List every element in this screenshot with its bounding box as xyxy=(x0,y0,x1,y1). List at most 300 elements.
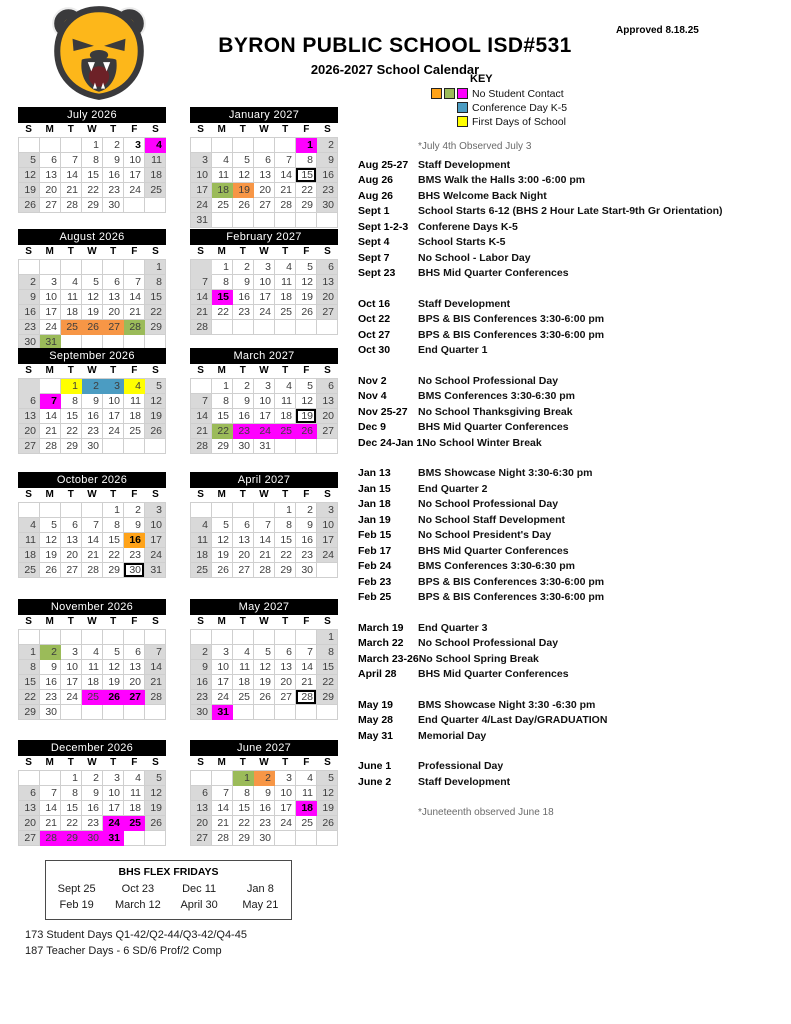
day-cell: 31 xyxy=(212,705,233,720)
day-cell: 17 xyxy=(317,533,338,548)
day-cell: 26 xyxy=(254,690,275,705)
day-cell: 5 xyxy=(212,518,233,533)
event-text: BHS Mid Quarter Conferences xyxy=(418,668,569,681)
day-cell: 12 xyxy=(212,533,233,548)
day-cell: 12 xyxy=(40,533,61,548)
day-cell: 19 xyxy=(145,409,166,424)
event-date: June 2 xyxy=(358,775,392,788)
blank-cell xyxy=(233,138,254,153)
weekday-label: S xyxy=(152,757,159,768)
day-cell: 27 xyxy=(317,424,338,439)
day-cell: 5 xyxy=(145,771,166,786)
blank-cell xyxy=(254,138,275,153)
blank-cell xyxy=(82,705,103,720)
day-cell: 17 xyxy=(212,675,233,690)
event-text: No School Thanksgiving Break xyxy=(418,405,573,418)
day-cell: 2 xyxy=(191,645,212,660)
day-cell: 30 xyxy=(82,831,103,846)
day-cell: 27 xyxy=(40,198,61,213)
blank-cell xyxy=(61,138,82,153)
day-cell: 3 xyxy=(212,645,233,660)
day-cell: 6 xyxy=(61,518,82,533)
blank-cell xyxy=(317,320,338,335)
month-calendar xyxy=(190,348,338,454)
day-cell: 7 xyxy=(145,645,166,660)
month-calendar xyxy=(190,599,338,720)
day-cell: 21 xyxy=(212,816,233,831)
day-cell: 29 xyxy=(275,563,296,578)
weekday-label: M xyxy=(45,365,54,376)
day-cell: 20 xyxy=(40,183,61,198)
day-cell: 1 xyxy=(296,138,317,153)
day-cell: 20 xyxy=(61,548,82,563)
day-cell: 14 xyxy=(40,409,61,424)
day-cell: 24 xyxy=(103,816,124,831)
weekday-label: F xyxy=(303,124,310,135)
event-date: Sept 7 xyxy=(358,251,390,264)
bear-mascot-logo-icon xyxy=(44,2,154,104)
event-row xyxy=(358,481,783,497)
blank-cell xyxy=(275,630,296,645)
day-cell: 28 xyxy=(296,690,317,705)
event-group xyxy=(358,466,783,606)
day-cell: 12 xyxy=(103,660,124,675)
day-cell: 17 xyxy=(191,183,212,198)
day-cell: 23 xyxy=(82,816,103,831)
day-cell: 31 xyxy=(40,335,61,350)
day-cell: 3 xyxy=(275,771,296,786)
weekday-label: W xyxy=(87,757,97,768)
day-cell: 1 xyxy=(317,630,338,645)
day-cell: 17 xyxy=(124,168,145,183)
month-calendar xyxy=(190,229,338,335)
day-cell: 27 xyxy=(19,831,40,846)
event-date: Oct 30 xyxy=(358,344,391,357)
weekday-label: M xyxy=(45,757,54,768)
event-row xyxy=(358,188,783,204)
key-title: KEY xyxy=(470,73,493,85)
event-row xyxy=(358,543,783,559)
day-cell: 16 xyxy=(82,801,103,816)
blank-cell xyxy=(145,198,166,213)
day-cell: 13 xyxy=(19,801,40,816)
green-swatch-icon xyxy=(444,88,455,99)
day-cell: 12 xyxy=(254,660,275,675)
day-cell: 30 xyxy=(40,705,61,720)
weekday-label: T xyxy=(282,757,289,768)
blank-cell xyxy=(296,831,317,846)
event-text: Conferene Days K-5 xyxy=(418,220,518,233)
key-label: No Student Contact xyxy=(472,87,564,100)
day-cell: 24 xyxy=(191,198,212,213)
day-cell: 2 xyxy=(82,771,103,786)
event-date: April 28 xyxy=(358,668,397,681)
blank-cell xyxy=(275,320,296,335)
day-cell: 28 xyxy=(275,198,296,213)
day-cell: 19 xyxy=(82,305,103,320)
weekday-label: S xyxy=(197,124,204,135)
day-cell: 14 xyxy=(40,801,61,816)
blank-cell xyxy=(317,705,338,720)
day-cell: 2 xyxy=(296,503,317,518)
weekday-label: S xyxy=(324,365,331,376)
day-cell: 5 xyxy=(296,260,317,275)
weekday-label: M xyxy=(45,489,54,500)
day-cell: 6 xyxy=(233,518,254,533)
blank-cell xyxy=(124,630,145,645)
blank-cell xyxy=(40,630,61,645)
day-cell: 23 xyxy=(124,548,145,563)
blank-cell xyxy=(61,705,82,720)
blank-cell xyxy=(145,705,166,720)
blank-cell xyxy=(296,439,317,454)
event-row xyxy=(358,157,783,173)
day-cell: 10 xyxy=(254,394,275,409)
event-date: Jan 19 xyxy=(358,513,391,526)
day-cell: 7 xyxy=(82,518,103,533)
event-text: BMS Conferences 3:30-6:30 pm xyxy=(418,390,575,403)
month-calendar xyxy=(18,740,166,846)
day-cell: 30 xyxy=(19,335,40,350)
weekday-label: S xyxy=(152,616,159,627)
blank-cell xyxy=(19,379,40,394)
blank-cell xyxy=(191,771,212,786)
header xyxy=(150,34,640,77)
event-row xyxy=(358,636,783,652)
day-cell: 3 xyxy=(254,260,275,275)
weekday-label: W xyxy=(259,124,269,135)
day-cell: 20 xyxy=(124,675,145,690)
day-cell: 2 xyxy=(233,379,254,394)
event-text: BMS Conferences 3:30-6:30 pm xyxy=(418,560,575,573)
day-cell: 22 xyxy=(61,424,82,439)
day-cell: 15 xyxy=(317,660,338,675)
day-cell: 7 xyxy=(124,275,145,290)
day-cell: 25 xyxy=(275,424,296,439)
blank-cell xyxy=(254,320,275,335)
event-row xyxy=(358,528,783,544)
day-cell: 3 xyxy=(317,503,338,518)
event-date: March 23-26 xyxy=(358,652,419,665)
day-cell: 14 xyxy=(145,660,166,675)
day-cell: 8 xyxy=(212,394,233,409)
day-cell: 25 xyxy=(296,816,317,831)
day-cell: 16 xyxy=(82,409,103,424)
blank-cell xyxy=(103,705,124,720)
orange-bright-swatch-icon xyxy=(431,88,442,99)
month-title: November 2026 xyxy=(18,599,166,615)
day-cell: 22 xyxy=(145,305,166,320)
event-date: March 19 xyxy=(358,621,404,634)
event-date: Feb 25 xyxy=(358,591,392,604)
blank-cell xyxy=(19,138,40,153)
event-row xyxy=(358,235,783,251)
day-cell: 28 xyxy=(61,198,82,213)
day-cell: 11 xyxy=(275,275,296,290)
weekday-label: T xyxy=(67,616,74,627)
day-cell: 11 xyxy=(145,153,166,168)
event-text: No School Spring Break xyxy=(418,652,539,665)
flex-friday-date: Jan 8 xyxy=(246,883,274,895)
blank-cell xyxy=(296,320,317,335)
weekday-label: M xyxy=(45,124,54,135)
day-cell: 21 xyxy=(191,424,212,439)
day-cell: 6 xyxy=(191,786,212,801)
day-cell: 15 xyxy=(145,290,166,305)
weekday-label: T xyxy=(110,246,117,257)
event-text: BMS Walk the Halls 3:00 -6:00 pm xyxy=(418,174,586,187)
weekday-label: T xyxy=(239,616,246,627)
day-cell: 3 xyxy=(191,153,212,168)
day-cell: 14 xyxy=(124,290,145,305)
day-cell: 4 xyxy=(61,275,82,290)
event-text: BHS Mid Quarter Conferences xyxy=(418,421,569,434)
day-cell: 10 xyxy=(124,153,145,168)
day-cell: 6 xyxy=(317,260,338,275)
day-cell: 15 xyxy=(212,290,233,305)
day-cell: 30 xyxy=(254,831,275,846)
event-date: March 22 xyxy=(358,637,404,650)
event-date: Dec 24-Jan 1 xyxy=(358,436,423,449)
event-row xyxy=(358,466,783,482)
blank-cell xyxy=(191,260,212,275)
day-cell: 7 xyxy=(296,645,317,660)
flex-friday-date: Sept 25 xyxy=(57,883,96,895)
day-cell: 4 xyxy=(275,260,296,275)
day-cell: 8 xyxy=(212,275,233,290)
day-cell: 27 xyxy=(275,690,296,705)
blank-cell xyxy=(233,630,254,645)
blank-cell xyxy=(275,439,296,454)
event-text: School Starts K-5 xyxy=(418,236,506,249)
event-text: BPS & BIS Conferences 3:30-6:00 pm xyxy=(418,328,605,341)
event-text: Staff Development xyxy=(418,775,511,788)
day-cell: 13 xyxy=(103,290,124,305)
event-group xyxy=(358,373,783,451)
day-cell: 28 xyxy=(145,690,166,705)
events-list xyxy=(358,141,783,823)
day-cell: 23 xyxy=(296,548,317,563)
day-cell: 8 xyxy=(61,394,82,409)
blank-cell xyxy=(40,138,61,153)
key-entry xyxy=(428,115,567,128)
day-cell: 25 xyxy=(124,816,145,831)
blank-cell xyxy=(254,503,275,518)
day-cell: 11 xyxy=(124,394,145,409)
day-cell: 9 xyxy=(103,153,124,168)
event-text: End Quarter 2 xyxy=(418,482,488,495)
event-date: Feb 23 xyxy=(358,575,392,588)
blank-cell xyxy=(103,439,124,454)
day-cell: 15 xyxy=(61,801,82,816)
day-cell: 8 xyxy=(61,786,82,801)
event-date: Nov 2 xyxy=(358,374,387,387)
day-cell: 8 xyxy=(317,645,338,660)
weekday-label: T xyxy=(110,365,117,376)
day-cell: 18 xyxy=(61,305,82,320)
day-cell: 3 xyxy=(145,503,166,518)
day-cell: 17 xyxy=(254,409,275,424)
weekday-label: W xyxy=(259,616,269,627)
blank-cell xyxy=(145,630,166,645)
blank-cell xyxy=(275,213,296,228)
day-cell: 13 xyxy=(317,394,338,409)
blank-cell xyxy=(254,213,275,228)
day-cell: 18 xyxy=(124,801,145,816)
day-cell: 21 xyxy=(61,183,82,198)
month-title: May 2027 xyxy=(190,599,338,615)
weekday-label: F xyxy=(303,246,310,257)
day-cell: 7 xyxy=(275,153,296,168)
weekday-label: F xyxy=(303,616,310,627)
weekday-label: T xyxy=(239,246,246,257)
day-cell: 7 xyxy=(61,153,82,168)
weekday-label: W xyxy=(87,365,97,376)
day-cell: 23 xyxy=(317,183,338,198)
month-title: October 2026 xyxy=(18,472,166,488)
day-cell: 12 xyxy=(233,168,254,183)
day-cell: 3 xyxy=(40,275,61,290)
day-cell: 17 xyxy=(103,801,124,816)
footer xyxy=(25,929,247,961)
day-cell: 31 xyxy=(191,213,212,228)
event-date: May 19 xyxy=(358,698,394,711)
month-title: March 2027 xyxy=(190,348,338,364)
month-title: February 2027 xyxy=(190,229,338,245)
event-date: Oct 22 xyxy=(358,313,391,326)
event-date: Sept 1-2-3 xyxy=(358,220,409,233)
day-cell: 10 xyxy=(191,168,212,183)
day-cell: 24 xyxy=(317,548,338,563)
day-cell: 2 xyxy=(254,771,275,786)
day-cell: 15 xyxy=(19,675,40,690)
day-cell: 15 xyxy=(296,168,317,183)
day-cell: 29 xyxy=(317,690,338,705)
weekday-label: S xyxy=(25,489,32,500)
day-cell: 7 xyxy=(254,518,275,533)
event-text: No School Staff Development xyxy=(418,513,566,526)
weekday-label: T xyxy=(110,124,117,135)
day-cell: 9 xyxy=(233,275,254,290)
day-cell: 10 xyxy=(275,786,296,801)
blank-cell xyxy=(61,503,82,518)
event-text: BMS Showcase Night 3:30 -6:30 pm xyxy=(418,698,596,711)
day-cell: 7 xyxy=(191,394,212,409)
event-date: Oct 16 xyxy=(358,297,391,310)
flex-friday-date: March 12 xyxy=(114,899,161,911)
weekday-label: S xyxy=(152,489,159,500)
event-date: Dec 9 xyxy=(358,421,387,434)
month-calendar xyxy=(190,740,338,846)
day-cell: 16 xyxy=(40,675,61,690)
event-text: End Quarter 4/Last Day/GRADUATION xyxy=(418,714,608,727)
event-date: Feb 17 xyxy=(358,544,392,557)
note-july4: *July 4th Observed July 3 xyxy=(418,141,532,152)
day-cell: 5 xyxy=(317,771,338,786)
event-date: Jan 15 xyxy=(358,482,391,495)
day-cell: 5 xyxy=(296,379,317,394)
weekday-label: T xyxy=(282,489,289,500)
day-cell: 26 xyxy=(40,563,61,578)
day-cell: 8 xyxy=(233,786,254,801)
note-juneteenth: *Juneteenth observed June 18 xyxy=(418,806,554,818)
day-cell: 16 xyxy=(191,675,212,690)
weekday-label: T xyxy=(282,365,289,376)
weekday-label: T xyxy=(282,246,289,257)
event-date: Jan 13 xyxy=(358,467,391,480)
day-cell: 29 xyxy=(103,563,124,578)
day-cell: 6 xyxy=(275,645,296,660)
blank-cell xyxy=(317,831,338,846)
day-cell: 13 xyxy=(233,533,254,548)
page-subtitle: 2026-2027 School Calendar xyxy=(310,62,480,77)
month-calendar xyxy=(18,472,166,578)
blank-cell xyxy=(317,563,338,578)
day-cell: 12 xyxy=(82,290,103,305)
event-row xyxy=(358,296,783,312)
month-title: December 2026 xyxy=(18,740,166,756)
day-cell: 2 xyxy=(124,503,145,518)
flex-friday-date: Oct 23 xyxy=(121,883,155,895)
event-row xyxy=(358,389,783,405)
day-cell: 27 xyxy=(233,563,254,578)
day-cell: 6 xyxy=(19,786,40,801)
day-cell: 8 xyxy=(103,518,124,533)
weekday-label: F xyxy=(131,246,138,257)
day-cell: 27 xyxy=(317,305,338,320)
blank-cell xyxy=(82,503,103,518)
day-cell: 16 xyxy=(296,533,317,548)
day-cell: 8 xyxy=(82,153,103,168)
weekday-label: S xyxy=(197,489,204,500)
weekday-label: S xyxy=(324,757,331,768)
weekday-label: T xyxy=(110,489,117,500)
event-date: Feb 15 xyxy=(358,529,392,542)
day-cell: 21 xyxy=(40,424,61,439)
day-cell: 30 xyxy=(191,705,212,720)
day-cell: 2 xyxy=(19,275,40,290)
event-date: May 31 xyxy=(358,729,394,742)
weekday-label: M xyxy=(217,616,226,627)
blank-cell xyxy=(103,630,124,645)
day-cell: 19 xyxy=(40,548,61,563)
weekday-label: F xyxy=(131,124,138,135)
day-cell: 8 xyxy=(275,518,296,533)
day-cell: 10 xyxy=(145,518,166,533)
event-text: Professional Day xyxy=(418,760,504,773)
weekday-label: W xyxy=(259,757,269,768)
blank-cell xyxy=(19,630,40,645)
day-cell: 12 xyxy=(19,168,40,183)
day-cell: 10 xyxy=(254,275,275,290)
event-text: Memorial Day xyxy=(418,729,487,742)
weekday-label: S xyxy=(324,616,331,627)
weekday-label: T xyxy=(110,616,117,627)
day-cell: 30 xyxy=(296,563,317,578)
flex-friday-date: Feb 19 xyxy=(59,899,94,911)
day-cell: 23 xyxy=(254,816,275,831)
event-group xyxy=(358,697,783,744)
blank-cell xyxy=(19,503,40,518)
day-cell: 18 xyxy=(296,801,317,816)
event-row xyxy=(358,759,783,775)
day-cell: 1 xyxy=(233,771,254,786)
day-cell: 21 xyxy=(296,675,317,690)
event-text: Staff Development xyxy=(418,297,511,310)
day-cell: 27 xyxy=(103,320,124,335)
day-cell: 12 xyxy=(296,275,317,290)
month-title: September 2026 xyxy=(18,348,166,364)
